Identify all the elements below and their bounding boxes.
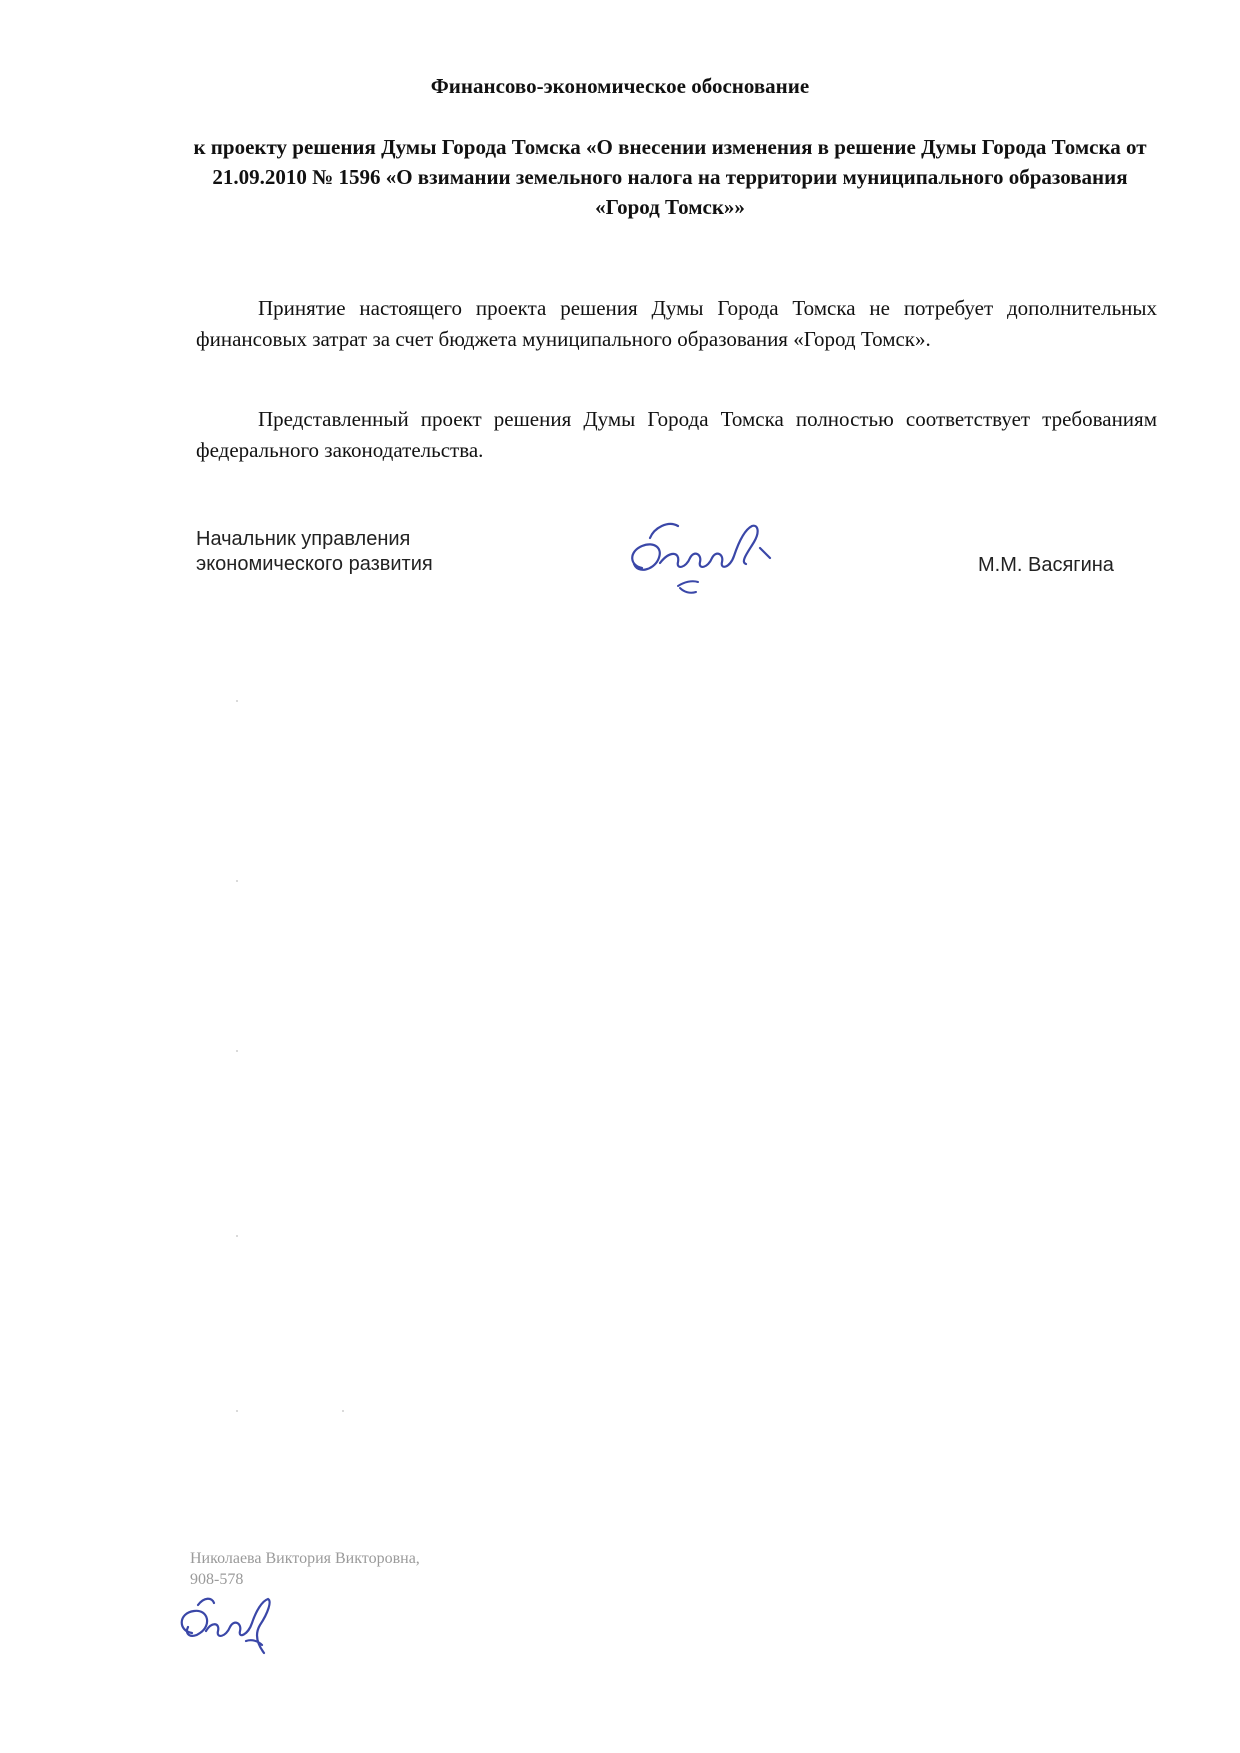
paragraph-compliance: Представленный проект решения Думы Города Томска полностью соответствует требованиям федерального законодательства.	[196, 407, 1157, 462]
document-title: Финансово-экономическое обоснование	[430, 74, 810, 98]
handwritten-signature	[620, 508, 790, 608]
signatory-position	[196, 527, 433, 577]
signatory-position-line2: экономического развития	[196, 553, 433, 575]
scan-speck	[236, 1410, 238, 1412]
scan-speck	[236, 700, 238, 702]
scan-speck	[236, 1235, 238, 1237]
executor-initials-signature	[172, 1583, 282, 1663]
paragraph-budget: Принятие настоящего проекта решения Думы Города Томска не потребует дополнительных финансовых затрат за счет бюджета муниципального образования «Город Томск».	[196, 296, 1157, 351]
executor-phone: 908-578	[190, 1571, 244, 1588]
document-subject: к проекту решения Думы Города Томска «О внесении изменения в решение Думы Города Томска от 21.09.2010 № 1596 «О взимании земельного налога на территории муниципального образования «Город Томск»»	[193, 135, 1147, 219]
scan-speck	[342, 1410, 344, 1412]
signatory-position-line1: Начальник управления	[196, 528, 411, 550]
scan-speck	[236, 880, 238, 882]
executor-name: Николаева Виктория Викторовна,	[190, 1550, 420, 1567]
signatory-name: М.М. Васягина	[978, 554, 1114, 576]
scan-speck	[236, 1050, 238, 1052]
